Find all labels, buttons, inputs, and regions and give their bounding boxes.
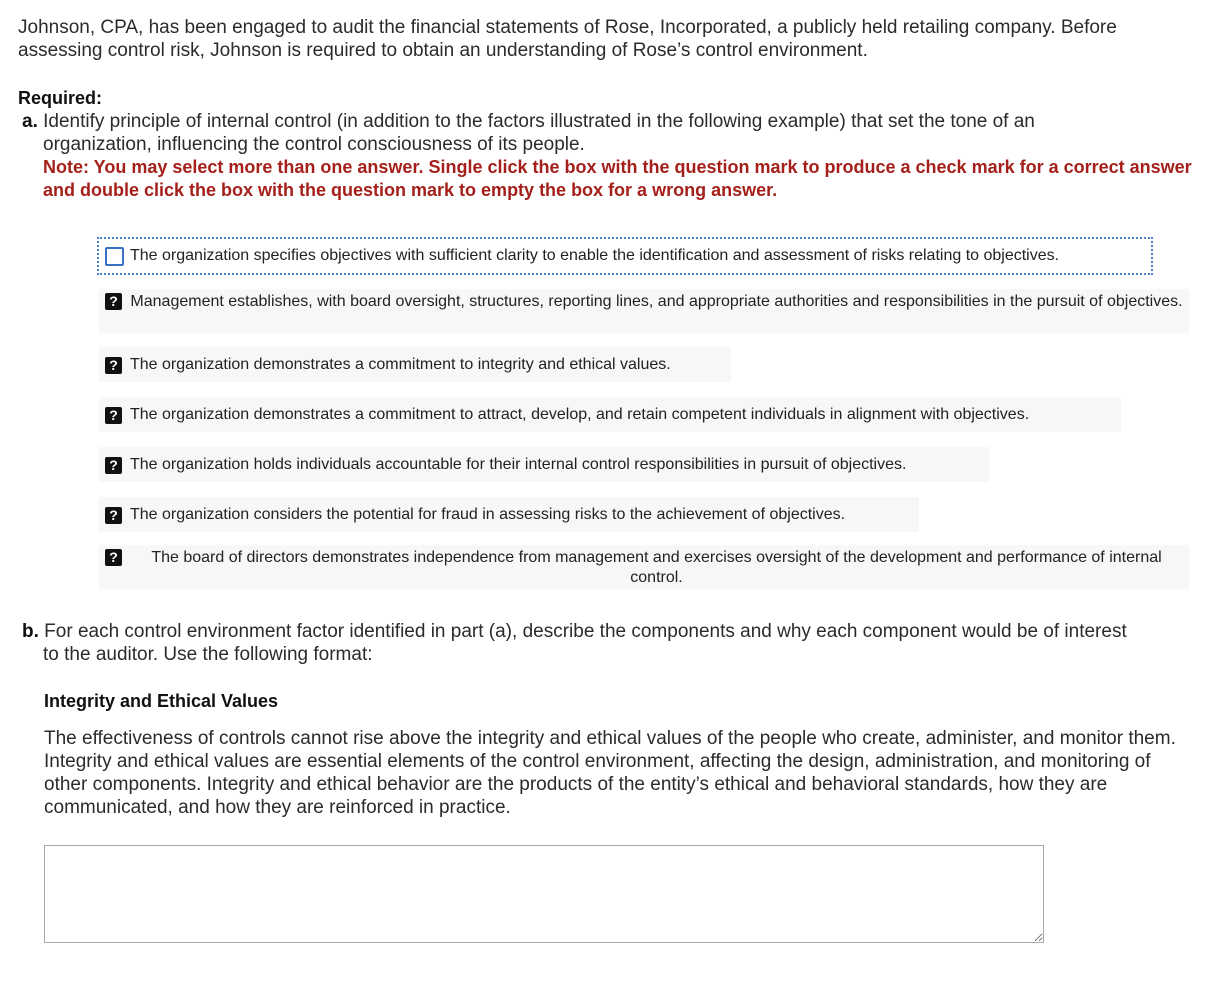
- part-a-line1: Identify principle of internal control (in addition to the factors illustrated in the following example) that set the tone of an: [43, 111, 1035, 132]
- option-management-structures[interactable]: [99, 289, 1189, 333]
- option-text: The board of directors demonstrates independence from management and exercises oversight of the development and performance of internal control.: [151, 549, 1162, 586]
- option-text: The organization holds individuals accountable for their internal control responsibilities in pursuit of objectives.: [130, 455, 907, 473]
- part-b-line1: For each control environment factor identified in part (a), describe the components and why each component would be of interest: [44, 621, 1127, 642]
- option-fraud-risk[interactable]: [99, 497, 919, 532]
- part-a-instruction: [22, 110, 1182, 156]
- intro-text: Johnson, CPA, has been engaged to audit the financial statements of Rose, Incorporated, a publicly held retailing company. Before assessing control risk, Johnson is required to obtain an understanding of Rose’s control environment.: [18, 17, 1117, 61]
- part-b-instruction: [22, 620, 1192, 666]
- part-b-label: b.: [22, 621, 39, 642]
- option-competent-individuals[interactable]: [99, 397, 1121, 432]
- option-board-independence[interactable]: [99, 545, 1189, 589]
- required-label: Required:: [18, 88, 103, 108]
- option-text: The organization demonstrates a commitment to attract, develop, and retain competent individuals in alignment with objectives.: [130, 405, 1030, 423]
- option-specifies-objectives[interactable]: [97, 237, 1153, 275]
- question-box-icon[interactable]: ?: [105, 357, 122, 374]
- option-text: The organization demonstrates a commitment to integrity and ethical values.: [130, 355, 671, 373]
- option-text: The organization considers the potential for fraud in assessing risks to the achievement of objectives.: [130, 505, 846, 523]
- option-integrity-ethical-values[interactable]: [99, 347, 731, 382]
- section-heading: Integrity and Ethical Values: [44, 691, 279, 711]
- question-box-icon[interactable]: ?: [105, 293, 122, 310]
- question-box-icon[interactable]: ?: [105, 407, 122, 424]
- selection-note: Note: You may select more than one answer. Single click the box with the question mark to produce a check mark for a correct answer and double click the box with the question mark to empty the box for a wrong answer.: [43, 157, 1192, 200]
- question-box-icon[interactable]: ?: [105, 457, 122, 474]
- part-b-line2: to the auditor. Use the following format:: [43, 644, 373, 665]
- example-paragraph: The effectiveness of controls cannot rise above the integrity and ethical values of the people who create, administer, and monitor them. Integrity and ethical values are essential elements of the control environment, affecting the design, administration, and monitoring of other components. Integrity and ethical behavior are the products of the entity’s ethical and behavioral standards, how they are communicated, and how they are reinforced in practice.: [44, 728, 1176, 818]
- question-box-icon[interactable]: ?: [105, 549, 122, 566]
- question-box-icon[interactable]: ?: [105, 507, 122, 524]
- option-text: Management establishes, with board oversight, structures, reporting lines, and appropriate authorities and responsibilities in the pursuit of objectives.: [130, 293, 1183, 310]
- checkbox-empty-icon[interactable]: [105, 247, 124, 266]
- option-text: The organization specifies objectives with sufficient clarity to enable the identification and assessment of risks relating to objectives.: [130, 247, 1060, 264]
- answer-textarea[interactable]: [44, 845, 1044, 943]
- option-accountability[interactable]: [99, 447, 989, 482]
- part-a-label: a.: [22, 111, 38, 132]
- part-a-line2: organization, influencing the control consciousness of its people.: [43, 134, 585, 155]
